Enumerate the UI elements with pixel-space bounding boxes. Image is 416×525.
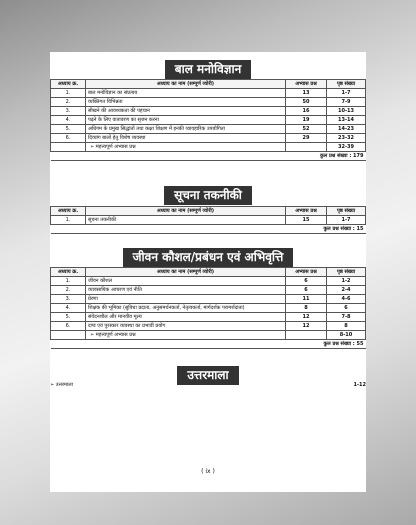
table-header: अध्याय क्र. अध्याय का नाम (सम्पूर्ण व्योरी) अभ्यास प्रश्न पृष्ठ संख्या	[51, 268, 366, 277]
section-title-uttarmala: उत्तरमाला	[50, 364, 366, 385]
total-row: कुल प्रश्न संख्या : 55	[51, 340, 366, 349]
table-row: 5. संवेदनशील और मानवीय मूल्य 12 7-8	[51, 313, 366, 322]
table-row: ➢ महत्त्वपूर्ण अभ्यास प्रश्न 32-39	[51, 143, 366, 152]
table-row: 3. प्रेरणा 11 4-6	[51, 295, 366, 304]
section-title-jeevan-kaushal: जीवन कौशल/प्रबंधन एवं अभिवृत्ति	[50, 246, 366, 267]
contents-table-3	[50, 267, 366, 349]
table-row: 4. शिक्षक की भूमिका (सुविधा प्रदाता, अनुसमर्थनकर्ता, नेतृत्वकर्ता, मार्गदर्शक परामर्शदाता) 8 6	[51, 304, 366, 313]
section-title-suchna-takniki: सूचना तकनीकी	[50, 184, 366, 205]
table-row: ➢ महत्त्वपूर्ण अभ्यास प्रश्न 8-10	[51, 331, 366, 340]
page-number: ( ix )	[201, 468, 215, 475]
table-row: 6. दण्ड एवं पुरस्कार व्यवस्था का प्रभावी प्रयोग 12 8	[51, 322, 366, 331]
table-row: 1. सूचना तकनीकी 15 1-7	[51, 216, 366, 225]
table-row: 1. जीवन कौशल 6 1-2	[51, 277, 366, 286]
contents-page	[50, 52, 366, 492]
table-row: 6. दिव्यांग बालों हेतु विशेष व्यवस्था 29 23-32	[51, 134, 366, 143]
total-row: कुल प्रश्न संख्या : 179	[51, 152, 366, 161]
section-title-bal-manovigyan: बाल मनोविज्ञान	[50, 58, 366, 79]
contents-table-2	[50, 206, 366, 234]
table-header: अध्याय क्र. अध्याय का नाम (सम्पूर्ण व्योरी) अभ्यास प्रश्न पृष्ठ संख्या	[51, 207, 366, 216]
total-row: कुल प्रश्न संख्या : 15	[51, 225, 366, 234]
table-row: 2. व्यावसायिक आचरण एवं नीति 6 2-4	[51, 286, 366, 295]
answer-key-row: ➢ उत्तरमाला 1-12	[50, 382, 366, 388]
table-row: 3. सीखने की आवश्यकता की पहचान 16 10-13	[51, 107, 366, 116]
table-row: 5. अधिगम के प्रमुख सिद्धांतों तथा कक्षा शिक्षण में इनकी व्यावहारिक उपयोगिता 52 14-23	[51, 125, 366, 134]
contents-table-1	[50, 79, 366, 161]
table-row: 4. पढ़ने के लिए वातावरण का सृजन करना 19 13-14	[51, 116, 366, 125]
table-header: अध्याय क्र. अध्याय का नाम (सम्पूर्ण व्योरी) अभ्यास प्रश्न पृष्ठ संख्या	[51, 80, 366, 89]
table-row: 2. व्यक्तिगत विभिन्नता 50 7-9	[51, 98, 366, 107]
table-row: 1. बाल मनोविज्ञान का संप्रत्यय 13 1-7	[51, 89, 366, 98]
